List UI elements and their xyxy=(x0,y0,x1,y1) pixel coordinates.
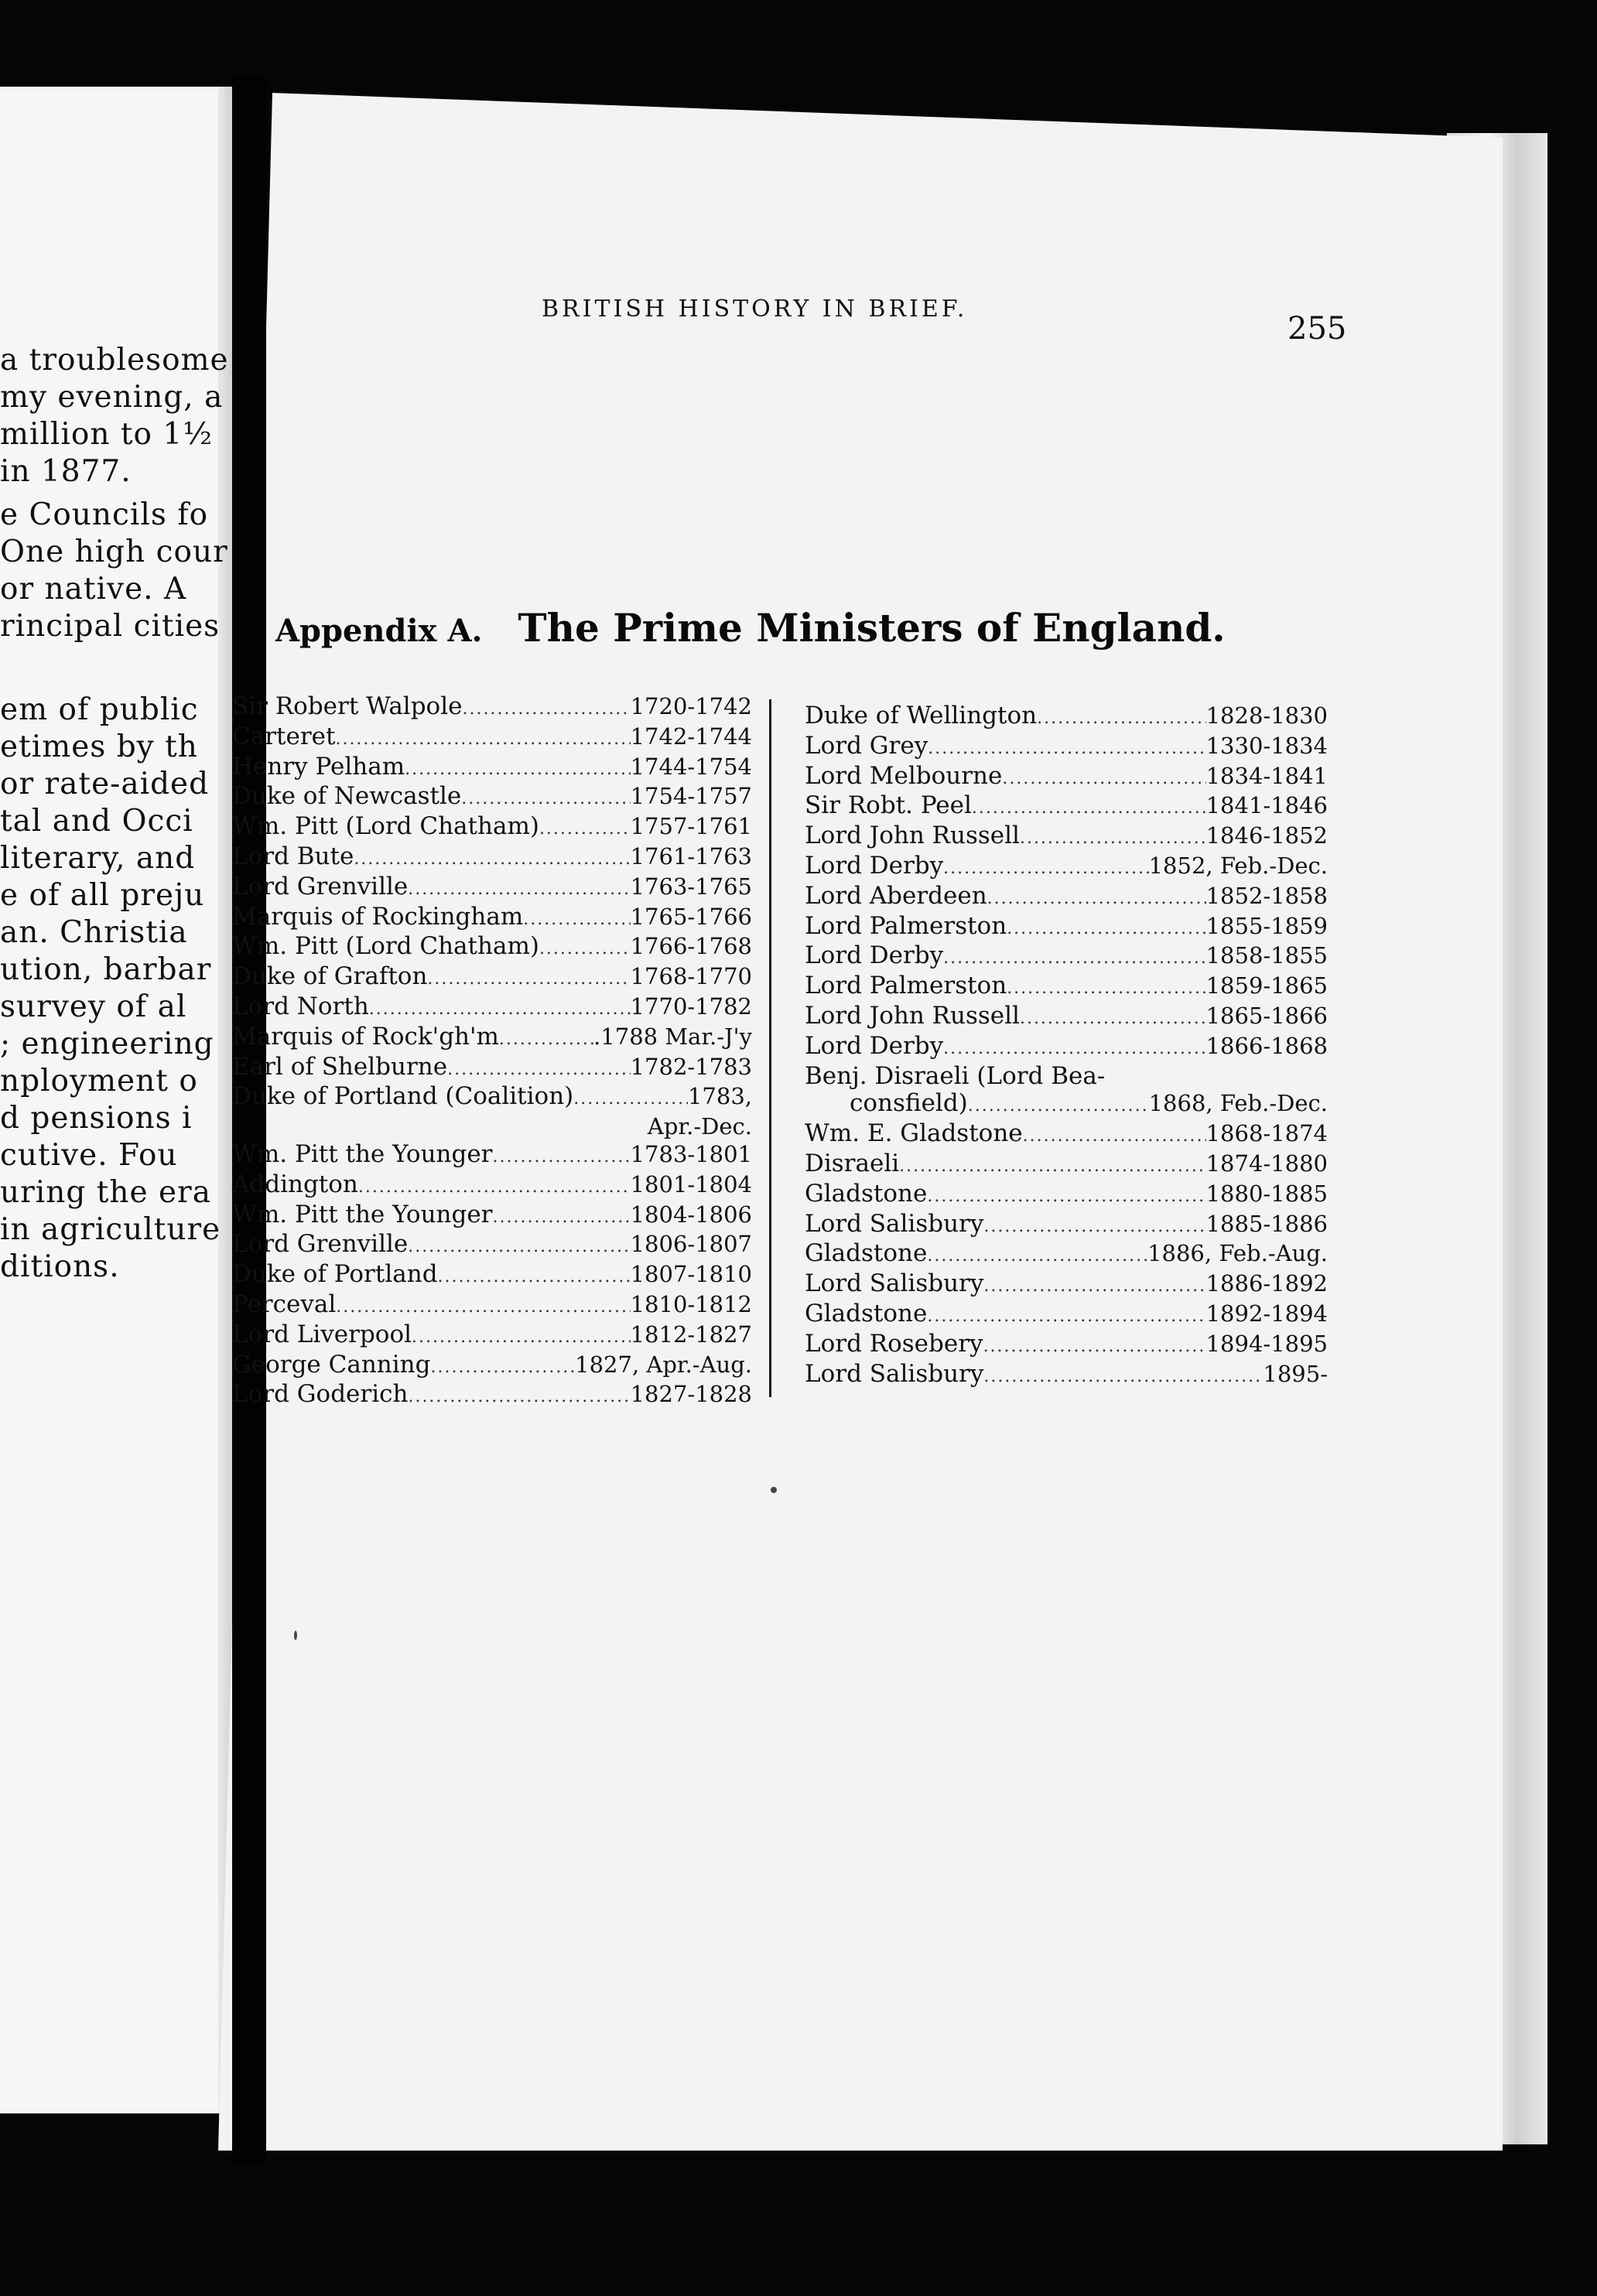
minister-entry xyxy=(232,1231,752,1261)
minister-dates: 1806-1807 xyxy=(630,1231,752,1258)
minister-name: Carteret xyxy=(232,722,336,750)
minister-entry xyxy=(232,723,752,753)
dot-leader xyxy=(1007,915,1205,943)
running-head: BRITISH HISTORY IN BRIEF. xyxy=(542,296,968,323)
dot-leader xyxy=(983,1213,1205,1241)
dot-leader xyxy=(1002,765,1205,793)
minister-dates: 1754-1757 xyxy=(630,783,752,810)
minister-name: Duke of Wellington xyxy=(805,702,1038,729)
minister-name: Duke of Portland xyxy=(232,1260,438,1289)
left-page-line: cutive. Fou xyxy=(0,1138,178,1173)
dot-leader xyxy=(1020,825,1206,852)
minister-name: Disraeli xyxy=(805,1149,900,1177)
minister-name: Lord Grenville xyxy=(232,872,409,900)
minister-dates: 1742-1744 xyxy=(630,723,752,750)
minister-dates: 1858-1855 xyxy=(1205,942,1328,969)
print-speck xyxy=(771,1487,777,1493)
minister-dates: 1783-1801 xyxy=(630,1140,752,1167)
dot-leader xyxy=(427,965,630,993)
minister-entry xyxy=(232,1291,752,1321)
dot-leader xyxy=(354,846,630,873)
dot-leader xyxy=(493,1204,631,1232)
page-number: 255 xyxy=(1288,311,1347,347)
minister-name: Wm. Pitt the Younger xyxy=(232,1200,493,1228)
minister-dates: 1763-1765 xyxy=(630,873,752,900)
left-page-line: em of public xyxy=(0,692,199,727)
left-page-line: etimes by th xyxy=(0,729,198,764)
minister-entry xyxy=(805,1300,1328,1331)
minister-entry xyxy=(805,1090,1328,1120)
left-page-line: or native. A xyxy=(0,572,187,606)
dot-leader xyxy=(983,1333,1206,1361)
minister-entry xyxy=(232,904,752,934)
left-page-line: in 1877. xyxy=(0,454,132,489)
minister-name: Duke of Portland (Coalition) xyxy=(232,1082,574,1111)
dot-leader xyxy=(1020,1005,1206,1033)
dot-leader xyxy=(943,945,1205,972)
minister-entry xyxy=(232,813,752,843)
minister-name: Lord Rosebery xyxy=(805,1329,983,1358)
minister-dates: 1783, xyxy=(687,1083,752,1110)
minister-dates: 1866-1868 xyxy=(1205,1032,1328,1059)
minister-name: Lord Grenville xyxy=(232,1230,409,1259)
dot-leader xyxy=(943,1035,1205,1063)
left-page-line: or rate-aided xyxy=(0,767,210,801)
dot-leader xyxy=(972,794,1206,822)
minister-name: Wm. Pitt (Lord Chatham) xyxy=(232,932,539,961)
minister-name: Earl of Shelburne xyxy=(232,1052,448,1081)
minister-entry xyxy=(232,693,752,723)
minister-entry xyxy=(805,942,1328,972)
minister-dates: 1846-1852 xyxy=(1205,822,1328,849)
minister-dates: 1834-1841 xyxy=(1205,762,1328,789)
appendix-heading xyxy=(275,605,1226,651)
minister-entry xyxy=(232,963,752,993)
minister-dates: 1782-1783 xyxy=(630,1053,752,1080)
minister-entry xyxy=(805,1003,1328,1033)
minister-entry xyxy=(805,792,1328,822)
minister-entry xyxy=(232,1261,752,1291)
minister-dates: 1765-1766 xyxy=(630,903,752,930)
minister-name: Lord Salisbury xyxy=(805,1209,984,1238)
dot-leader xyxy=(358,1174,631,1201)
minister-dates: 1804-1806 xyxy=(630,1201,752,1228)
minister-entry xyxy=(232,783,752,813)
dot-leader xyxy=(493,1143,631,1171)
minister-entry xyxy=(232,993,752,1023)
minister-name: Lord John Russell xyxy=(805,822,1020,850)
minister-entry xyxy=(805,883,1328,913)
minister-name: Lord Palmerston xyxy=(805,972,1007,1000)
dot-leader xyxy=(408,1233,630,1261)
left-page-line: One high cour xyxy=(0,535,228,569)
minister-dates: 1801-1804 xyxy=(630,1170,752,1198)
minister-entry xyxy=(805,972,1328,1003)
minister-dates: 1770-1782 xyxy=(630,993,752,1020)
left-page-line: survey of al xyxy=(0,989,187,1024)
minister-name: Lord Melbourne xyxy=(805,761,1003,790)
minister-dates: 1761-1763 xyxy=(630,842,752,870)
minister-name: Lord John Russell xyxy=(805,1001,1020,1030)
minister-dates: Apr.-Dec. xyxy=(647,1113,752,1140)
minister-entry xyxy=(232,1201,752,1232)
dot-leader xyxy=(983,1273,1205,1300)
minister-name: Lord Derby xyxy=(805,851,944,880)
minister-entry xyxy=(805,1180,1328,1211)
minister-entry xyxy=(805,702,1328,733)
minister-dates: 1894-1895 xyxy=(1205,1330,1328,1357)
left-page-line: in agriculture xyxy=(0,1212,221,1247)
minister-entry xyxy=(805,852,1328,883)
minister-name: Gladstone xyxy=(805,1299,928,1327)
minister-dates: 1885-1886 xyxy=(1205,1210,1328,1237)
left-page-line: ditions. xyxy=(0,1249,120,1284)
minister-dates: 1895- xyxy=(1263,1360,1328,1387)
dot-leader xyxy=(336,1293,630,1321)
minister-entry xyxy=(232,753,752,784)
minister-name: Perceval xyxy=(232,1290,337,1318)
minister-name: consfield) xyxy=(850,1089,968,1118)
dot-leader xyxy=(369,996,631,1023)
minister-name: Wm. Pitt (Lord Chatham) xyxy=(232,812,539,841)
minister-name: Lord Bute xyxy=(232,842,354,870)
minister-dates: 1886, Feb.-Aug. xyxy=(1147,1240,1328,1267)
appendix-label: Appendix A. xyxy=(275,613,483,649)
minister-entry xyxy=(805,913,1328,943)
minister-name: Lord Salisbury xyxy=(805,1359,984,1388)
left-page-line: tal and Occi xyxy=(0,804,193,839)
dot-leader xyxy=(539,935,631,963)
dot-leader xyxy=(462,695,630,723)
minister-dates: 1880-1885 xyxy=(1205,1180,1328,1207)
left-page-line: e of all preju xyxy=(0,878,205,913)
minister-name: Lord Derby xyxy=(805,1031,944,1060)
dot-leader xyxy=(927,1183,1205,1211)
dot-leader xyxy=(983,1363,1263,1391)
minister-dates: 1886-1892 xyxy=(1205,1270,1328,1297)
dot-leader xyxy=(927,1303,1205,1331)
minister-entry xyxy=(232,1083,752,1113)
minister-dates: 1330-1834 xyxy=(1205,732,1328,759)
left-page-line: nployment o xyxy=(0,1064,198,1098)
minister-dates: 1892-1894 xyxy=(1205,1300,1328,1327)
left-page-line: rincipal cities xyxy=(0,609,221,644)
minister-dates: 1868-1874 xyxy=(1205,1120,1328,1147)
dot-leader xyxy=(928,735,1205,763)
minister-dates: 1757-1761 xyxy=(630,813,752,840)
minister-entry xyxy=(232,1171,752,1201)
minister-entry xyxy=(805,733,1328,763)
dot-leader xyxy=(899,1153,1205,1180)
ministers-list-right xyxy=(805,702,1328,1390)
dot-leader xyxy=(335,726,630,753)
minister-dates: 1852, Feb.-Dec. xyxy=(1148,852,1328,879)
minister-dates: 1827, Apr.-Aug. xyxy=(575,1351,752,1378)
dot-leader xyxy=(461,785,630,813)
minister-dates: 1828-1830 xyxy=(1205,702,1328,729)
dot-leader xyxy=(499,1026,593,1054)
minister-dates: 1865-1866 xyxy=(1205,1002,1328,1029)
minister-entry xyxy=(805,822,1328,852)
minister-name: Addington xyxy=(232,1170,358,1198)
minister-entry xyxy=(805,1063,1328,1091)
dot-leader xyxy=(987,885,1206,913)
left-page-line: an. Christia xyxy=(0,915,188,950)
left-page-line: my evening, a xyxy=(0,380,224,415)
minister-dates: 1807-1810 xyxy=(630,1261,752,1288)
dot-leader xyxy=(408,876,630,904)
dot-leader xyxy=(1007,975,1205,1003)
minister-entry xyxy=(232,1381,752,1411)
minister-dates: 1841-1846 xyxy=(1205,792,1328,819)
minister-entry xyxy=(805,1150,1328,1180)
minister-name: Wm. E. Gladstone xyxy=(805,1119,1023,1148)
minister-entry xyxy=(232,1351,752,1382)
minister-entry xyxy=(805,1211,1328,1241)
minister-name: George Canning xyxy=(232,1350,431,1379)
minister-entry xyxy=(232,1141,752,1171)
minister-name: Lord North xyxy=(232,992,369,1020)
minister-dates: 1874-1880 xyxy=(1205,1150,1328,1177)
print-speck xyxy=(294,1631,297,1640)
dot-leader xyxy=(1023,1122,1206,1150)
dot-leader xyxy=(412,1324,631,1351)
left-page-line: uring the era xyxy=(0,1175,211,1210)
dot-leader xyxy=(943,855,1148,883)
minister-name: Lord Grey xyxy=(805,731,928,760)
left-page-line: a troublesome xyxy=(0,343,229,378)
minister-name: Gladstone xyxy=(805,1239,928,1268)
minister-entry xyxy=(232,873,752,904)
column-divider xyxy=(769,699,771,1397)
minister-entry xyxy=(232,1321,752,1351)
minister-name: Marquis of Rock'gh'm xyxy=(232,1022,499,1051)
left-page-line: million to 1½ xyxy=(0,417,214,452)
dot-leader xyxy=(408,1383,630,1411)
left-page-line: ; engineering xyxy=(0,1027,214,1061)
minister-entry xyxy=(232,1113,752,1141)
minister-name: Lord Salisbury xyxy=(805,1269,984,1298)
minister-dates: 1810-1812 xyxy=(630,1290,752,1317)
dot-leader xyxy=(431,1354,576,1382)
minister-name: Henry Pelham xyxy=(232,752,405,781)
left-page-line: e Councils fo xyxy=(0,497,209,532)
dot-leader xyxy=(405,756,630,784)
minister-dates: 1859-1865 xyxy=(1205,972,1328,999)
minister-entry xyxy=(232,843,752,873)
minister-dates: 1766-1768 xyxy=(630,933,752,960)
minister-name: Sir Robt. Peel xyxy=(805,791,972,820)
minister-name: Marquis of Rockingham xyxy=(232,902,524,931)
minister-dates: 1768-1770 xyxy=(630,963,752,990)
left-page xyxy=(0,87,246,2113)
minister-name: Lord Derby xyxy=(805,941,944,970)
dot-leader xyxy=(523,906,630,934)
minister-entry xyxy=(805,1033,1328,1063)
minister-entry xyxy=(232,933,752,963)
minister-entry xyxy=(232,1023,752,1054)
minister-name: Lord Liverpool xyxy=(232,1320,412,1348)
minister-dates: 1852-1858 xyxy=(1205,882,1328,909)
dot-leader xyxy=(1037,705,1205,733)
dot-leader xyxy=(968,1092,1149,1120)
minister-dates: 1855-1859 xyxy=(1205,912,1328,939)
minister-dates: 1720-1742 xyxy=(630,693,752,719)
minister-dates: .1788 Mar.-J'y xyxy=(593,1023,752,1050)
minister-name: Duke of Grafton xyxy=(232,962,428,991)
minister-name: Lord Goderich xyxy=(232,1380,409,1409)
minister-name: Wm. Pitt the Younger xyxy=(232,1139,493,1168)
minister-name: Sir Robert Walpole xyxy=(232,692,463,720)
minister-name: Lord Aberdeen xyxy=(805,881,987,910)
left-page-line: d pensions i xyxy=(0,1101,193,1136)
minister-entry xyxy=(805,1120,1328,1150)
dot-leader xyxy=(927,1242,1147,1270)
minister-name: Duke of Newcastle xyxy=(232,782,462,811)
minister-entry xyxy=(805,1361,1328,1391)
minister-dates: 1744-1754 xyxy=(630,753,752,780)
minister-entry xyxy=(805,1331,1328,1361)
minister-entry xyxy=(805,1270,1328,1300)
left-page-line: ution, barbar xyxy=(0,952,212,987)
dot-leader xyxy=(438,1263,631,1291)
dot-leader xyxy=(573,1085,688,1113)
minister-entry xyxy=(805,763,1328,793)
minister-name: Gladstone xyxy=(805,1179,928,1208)
minister-entry xyxy=(805,1240,1328,1270)
dot-leader xyxy=(539,815,631,843)
left-page-line: literary, and xyxy=(0,841,196,876)
minister-entry xyxy=(232,1054,752,1084)
minister-dates: 1827-1828 xyxy=(630,1381,752,1408)
dot-leader xyxy=(447,1056,631,1084)
ministers-list-left xyxy=(232,693,752,1411)
minister-name: Lord Palmerston xyxy=(805,911,1007,940)
minister-name: Benj. Disraeli (Lord Bea- xyxy=(805,1061,1106,1090)
minister-dates: 1868, Feb.-Dec. xyxy=(1148,1090,1328,1117)
minister-dates: 1812-1827 xyxy=(630,1321,752,1348)
appendix-title: The Prime Ministers of England. xyxy=(518,605,1226,651)
